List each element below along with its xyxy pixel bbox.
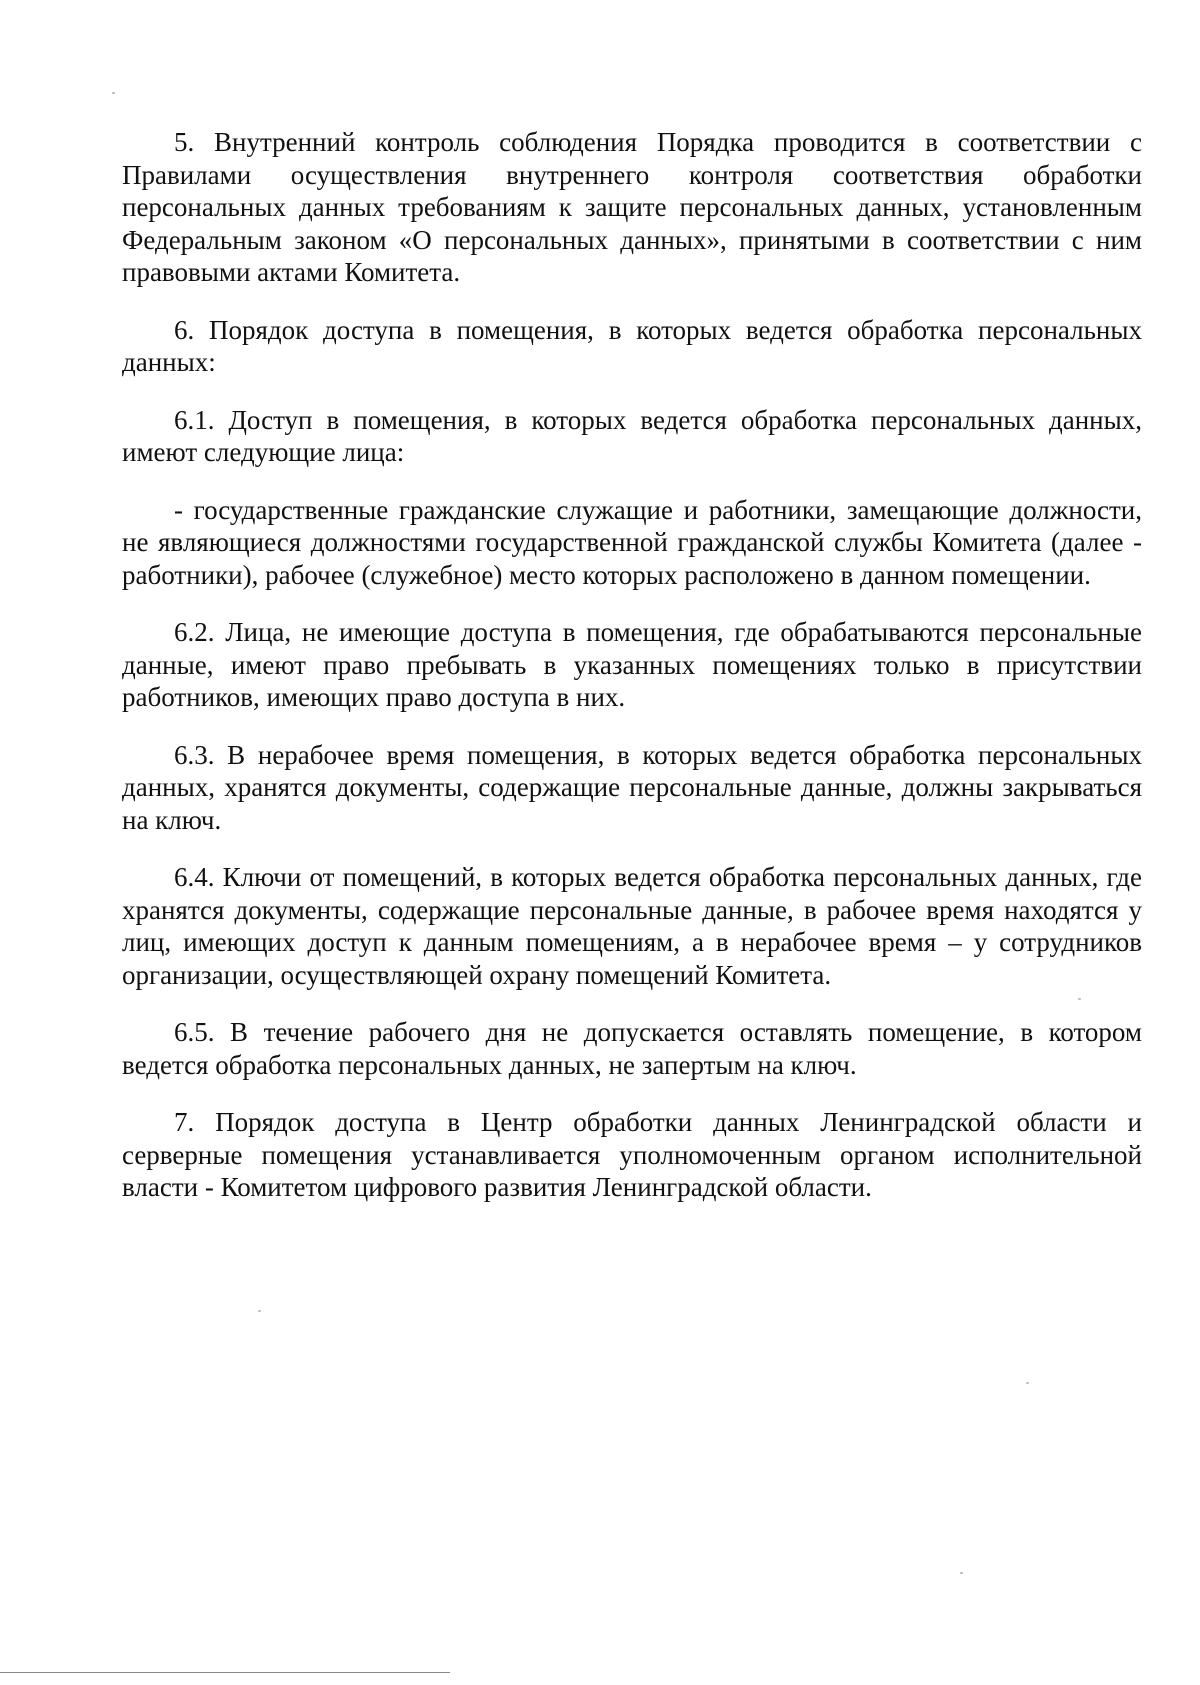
scan-speck — [112, 92, 115, 94]
paragraph-5-internal-control: 5. Внутренний контроль соблюдения Порядка проводится в соответствии с Правилами осуществления внутреннего контроля соответствия обработки персональных данных требованиям к защите персональных данных, установленным Федеральным законом «О персональных данных», принятыми в соответствии с ним правовыми актами Комитета. — [122, 127, 1142, 287]
paragraph-7-data-center-access: 7. Порядок доступа в Центр обработки данных Ленинградской области и серверные помещения устанавливается уполномоченным органом исполнительной власти - Комитетом цифрового развития Ленинградской области. — [122, 1107, 1142, 1202]
scan-speck — [1026, 1382, 1029, 1384]
document-body — [122, 126, 1142, 1229]
bottom-rule — [0, 1672, 450, 1673]
paragraph-6-2-no-access-persons: 6.2. Лица, не имеющие доступа в помещения, где обрабатываются персональные данные, имеют право пребывать в указанных помещениях только в присутствии работников, имеющих право доступа в них. — [122, 617, 1142, 712]
scan-speck — [1078, 998, 1081, 1000]
scan-speck — [960, 1572, 963, 1574]
paragraph-6-4-keys: 6.4. Ключи от помещений, в которых ведется обработка персональных данных, где хранятся документы, содержащие персональные данные, в рабочее время находятся у лиц, имеющих доступ к данным помещениям, а в нерабочее время – у сотрудников организации, осуществляющей охрану помещений Комитета. — [122, 862, 1142, 990]
paragraph-6-access-order: 6. Порядок доступа в помещения, в которых ведется обработка персональных данных: — [122, 314, 1142, 377]
paragraph-6-3-non-working-hours: 6.3. В нерабочее время помещения, в которых ведется обработка персональных данных, хранятся документы, содержащие персональные данные, должны закрываться на ключ. — [122, 739, 1142, 835]
paragraph-6-5-working-day: 6.5. В течение рабочего дня не допускается оставлять помещение, в котором ведется обработка персональных данных, не запертым на ключ. — [122, 1017, 1142, 1080]
paragraph-6-1-access-persons: 6.1. Доступ в помещения, в которых ведется обработка персональных данных, имеют следующие лица: — [122, 404, 1142, 467]
list-item-civil-servants: - государственные гражданские служащие и работники, замещающие должности, не являющиеся должностями государственной гражданской службы Комитета (далее - работники), рабочее (служебное) место которых расположено в данном помещении. — [122, 494, 1142, 590]
scan-speck — [258, 1310, 261, 1312]
